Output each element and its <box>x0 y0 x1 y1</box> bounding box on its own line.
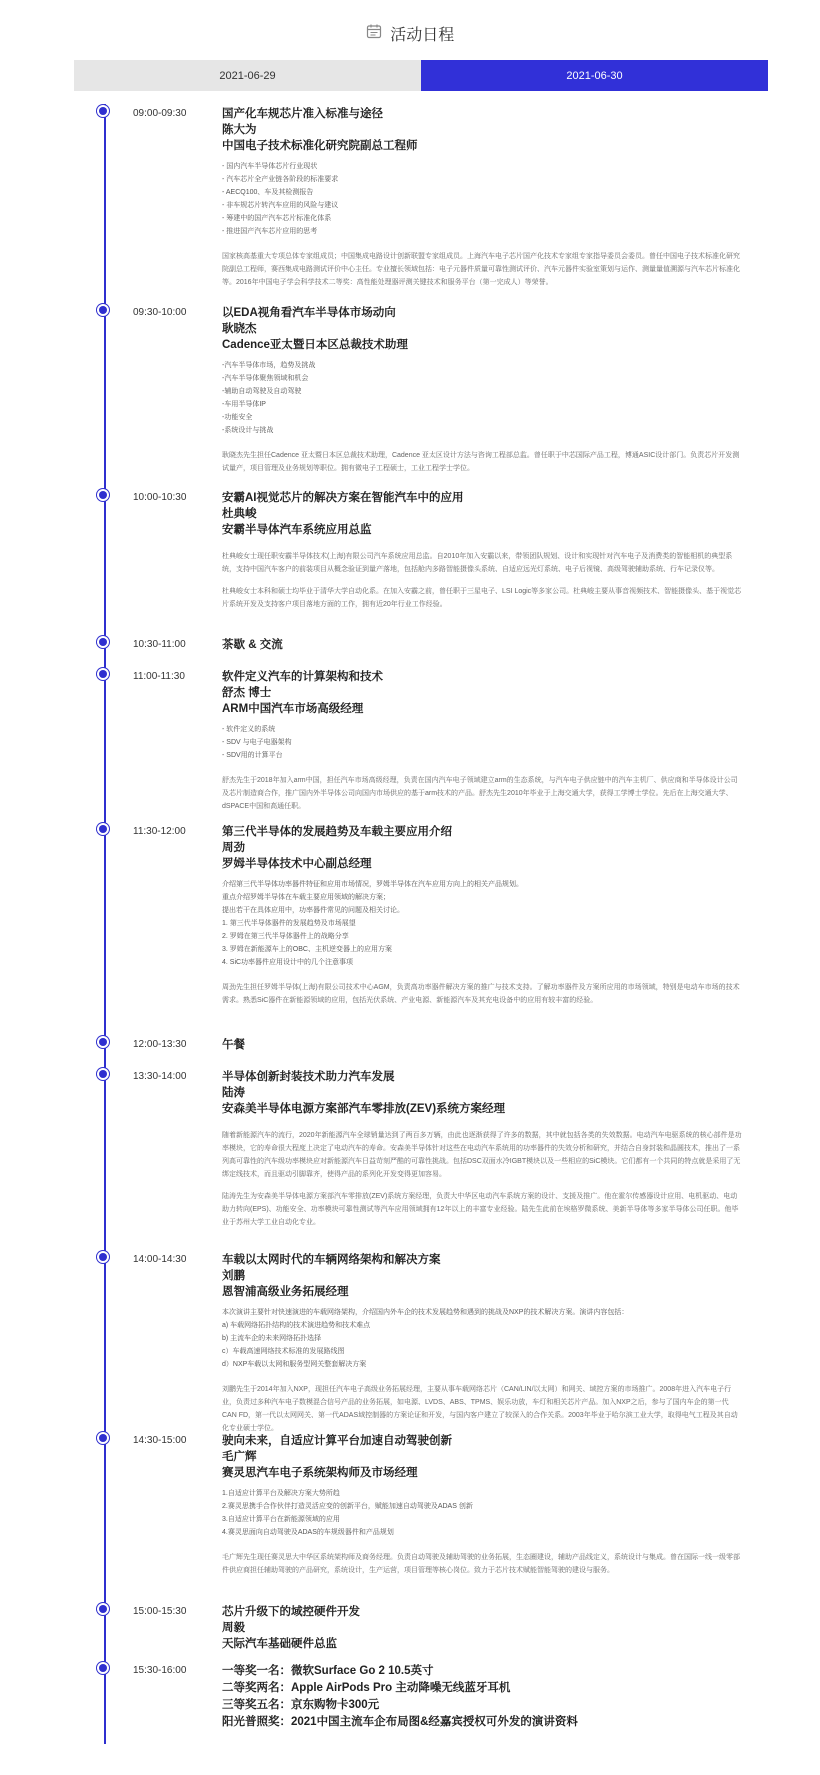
talk-outline <box>222 723 742 762</box>
session-title: 国产化车规芯片准入标准与途径 <box>222 108 383 120</box>
bio-paragraph: 杜典峻女士现任职安霸半导体技术(上海)有限公司汽车系统应用总监。自2010年加入安霸以来，带领团队规划、设计和实现针对汽车电子及消费类的智能相机的典型系统，支持中国汽车客户的前装项目从概念验证到量产落地，包括舱内多路智能摄像头系统、自适应远光灯系统、电子后视镜、高级驾驶辅助系统、行车记录仪等。 <box>222 553 733 573</box>
outline-item: 1. 第三代半导体器件的发展趋势及市场展望 <box>222 920 356 927</box>
speaker-name: 毛广辉 <box>222 1451 257 1463</box>
speaker-bio <box>222 1551 742 1577</box>
outline-item: 4.赛灵思面向自动驾驶及ADAS的车规级器件和产品规划 <box>222 1529 394 1536</box>
outline-item: - 筹建中的国产汽车芯片标准化体系 <box>222 215 332 222</box>
outline-item: - SDV用的计算平台 <box>222 752 283 759</box>
timeline-dot <box>99 306 107 314</box>
talk-outline <box>222 878 742 969</box>
bio-paragraph: 随着新能源汽车的流行，2020年新能源汽车全球销量达到了两百多万辆，由此也逐渐获得了许多的数据，其中就包括各类的失效数据。电动汽车电驱系统的核心部件是功率模块，它的寿命很大程度上决定了电动汽车的寿命。安森美半导体针对这些在电动汽车系统用的功率器件的失效分析和研究，并结合自身封装和晶圆技术，推出了一系列高可靠性的汽车级功率模块应对新能源汽车日益苛刻严酷的可靠性挑战。包括DSC双面水冷IGBT模块以及一些相应的SiC模块。它们都有一个共同的特点就是采用了无绑定线技术，而且驱动引脚靠齐，使得产品的系列化开发变得更加容易。 <box>222 1132 742 1178</box>
speaker-position: 赛灵思汽车电子系统架构师及市场经理 <box>222 1467 418 1479</box>
bio-paragraph: 陆涛先生为安森美半导体电源方案部汽车零排放(ZEV)系统方案经理，负责大中华区电动汽车系统方案的设计、支援及推广。他在霍尔传感器设计应用、电机驱动、电动助力转向(EPS)、功能安全、功率模块可靠性测试等汽车应用领域拥有12年以上的丰富专业经验。陆先生此前在埃格罗微系统、美新半导体等多家半导体公司任职。他毕业于苏州大学工业自动化专业。 <box>222 1193 739 1226</box>
session-title: 驶向未来，自适应计算平台加速自动驾驶创新 <box>222 1435 452 1447</box>
outline-item: - 国内汽车半导体芯片行业现状 <box>222 163 318 170</box>
tab-2021-06-29[interactable]: 2021-06-29 <box>74 60 421 91</box>
session-title: 软件定义汽车的计算架构和技术 <box>222 671 383 683</box>
speaker-name: 耿晓杰 <box>222 323 257 335</box>
outline-item: b) 主流车企的未来网络拓扑选择 <box>222 1335 322 1342</box>
outline-item: -汽车半导体聚焦领域和机会 <box>222 375 309 382</box>
outline-item: 2.赛灵思携手合作伙伴打造灵活应变的创新平台，赋能加速自动驾驶及ADAS 创新 <box>222 1503 473 1510</box>
speaker-name: 刘鹏 <box>222 1270 245 1282</box>
bio-paragraph: 毛广辉先生现任赛灵思大中华区系统架构师及商务经理。负责自动驾驶及辅助驾驶的业务拓展，生态圈建设，辅助产品线定义，系统设计与集成。曾在国际一线一级零部件供应商担任辅助驾驶的产品研究，系统设计，生产运营，项目管理等核心岗位。致力于芯片技术赋能智能驾驶的建设与服务。 <box>222 1554 740 1574</box>
speaker-position: 罗姆半导体技术中心副总经理 <box>222 858 372 870</box>
session-entry <box>222 1663 742 1731</box>
timeline-dot <box>99 1664 107 1672</box>
speaker-name: 周毅 <box>222 1622 245 1634</box>
speaker-position: 天际汽车基础硬件总监 <box>222 1638 337 1650</box>
session-time: 14:00-14:30 <box>133 1254 187 1265</box>
session-title: 茶歇 & 交流 <box>222 639 283 651</box>
outline-item: -系统设计与挑战 <box>222 427 274 434</box>
session-entry <box>222 106 742 298</box>
session-time: 10:30-11:00 <box>133 639 186 650</box>
outline-item: - AECQ100、车及其检测报告 <box>222 189 314 196</box>
timeline-dot <box>99 491 107 499</box>
tab-2021-06-30[interactable]: 2021-06-30 <box>421 60 768 91</box>
timeline-dot <box>99 1253 107 1261</box>
session-entry <box>222 669 742 822</box>
timeline-dot <box>99 1070 107 1078</box>
session-entry <box>222 1252 742 1444</box>
prize-item: 一等奖一名：微软Surface Go 2 10.5英寸 <box>222 1665 434 1677</box>
outline-item: a) 车载网络拓扑结构的技术演进趋势和技术难点 <box>222 1322 371 1329</box>
bio-paragraph: 杜典峻女士本科和硕士均毕业于清华大学自动化系。在加入安霸之前，曾任职于三星电子、LSI Logic等多家公司。杜典峻主要从事音视频技术、智能摄像头、基于视觉芯片系统开发及支持客户项目落地方面的工作，拥有近20年行业工作经验。 <box>222 588 742 608</box>
outline-item: 3.自适应计算平台在新能源领域的应用 <box>222 1516 340 1523</box>
speaker-bio <box>222 774 742 813</box>
outline-item: - 软件定义的系统 <box>222 726 276 733</box>
outline-item: -辅助自动驾驶及自动驾驶 <box>222 388 302 395</box>
session-time: 13:30-14:00 <box>133 1071 187 1082</box>
speaker-bio <box>222 1129 742 1229</box>
outline-item: -汽车半导体市场，趋势及挑战 <box>222 362 316 369</box>
session-title: 第三代半导体的发展趋势及车载主要应用介绍 <box>222 826 452 838</box>
outline-item: 介绍第三代半导体功率器件特征和应用市场情况，罗姆半导体在汽车应用方向上的相关产品规划。 <box>222 881 523 888</box>
outline-item: - 推进国产汽车芯片应用的思考 <box>222 228 318 235</box>
outline-item: 重点介绍罗姆半导体在车载主要应用领域的解决方案； <box>222 894 390 901</box>
session-entry <box>222 490 742 620</box>
page-title: 活动日程 <box>390 27 455 44</box>
session-time: 09:00-09:30 <box>133 108 187 119</box>
calendar-icon <box>366 23 382 44</box>
speaker-name: 陈大为 <box>222 124 257 136</box>
session-time: 15:30-16:00 <box>133 1665 187 1676</box>
outline-item: c）车载高速网络技术标准的发展路线图 <box>222 1348 345 1355</box>
speaker-position: 中国电子技术标准化研究院副总工程师 <box>222 140 418 152</box>
talk-outline <box>222 359 742 437</box>
bio-paragraph: 国家核高基重大专项总体专家组成员；中国集成电路设计创新联盟专家组成员。上海汽车电子芯片国产化技术专家组专家指导委员会委员。曾任中国电子技术标准化研究院副总工程师，赛西集成电路测试评价中心主任。专业擅长领域包括：电子元器件质量可靠性测试评价、汽车元器件实验室策划与运作、测量量值溯源与汽车芯片标准化等。2016年中国电子学会科学技术二等奖：高性能处理器评测关键技术和服务平台（第一完成人）等荣誉。 <box>222 253 740 286</box>
session-title: 车载以太网时代的车辆网络架构和解决方案 <box>222 1254 441 1266</box>
outline-item: -功能安全 <box>222 414 253 421</box>
session-entry <box>222 824 742 1016</box>
talk-outline <box>222 160 742 238</box>
outline-item: 4. SiC功率器件应用设计中的几个注意事项 <box>222 959 354 966</box>
session-title: 午餐 <box>222 1039 245 1051</box>
outline-item: 3. 罗姆在新能源车上的OBC、主机逆变器上的应用方案 <box>222 946 392 953</box>
session-entry <box>222 1037 742 1053</box>
date-tabs <box>74 60 768 91</box>
prize-item: 三等奖五名：京东购物卡300元 <box>222 1699 380 1711</box>
timeline-dot <box>99 638 107 646</box>
speaker-bio <box>222 981 742 1007</box>
session-title: 芯片升级下的域控硬件开发 <box>222 1606 360 1618</box>
talk-outline <box>222 1487 742 1539</box>
outline-item: - SDV 与电子电器架构 <box>222 739 292 746</box>
speaker-position: 安霸半导体汽车系统应用总监 <box>222 524 372 536</box>
outline-item: d）NXP车载以太网和服务型网关整套解决方案 <box>222 1361 367 1368</box>
timeline-dot <box>99 1605 107 1613</box>
outline-item: 2. 罗姆在第三代半导体器件上的战略分享 <box>222 933 349 940</box>
speaker-bio <box>222 250 742 289</box>
talk-outline <box>222 1306 742 1371</box>
timeline-dot <box>99 825 107 833</box>
prize-item: 二等奖两名：Apple AirPods Pro 主动降噪无线蓝牙耳机 <box>222 1682 511 1694</box>
session-entry <box>222 305 742 484</box>
session-entry <box>222 1433 742 1586</box>
speaker-name: 杜典峻 <box>222 508 257 520</box>
session-time: 10:00-10:30 <box>133 492 187 503</box>
outline-item: 1.自适应计算平台及解决方案大势所趋 <box>222 1490 340 1497</box>
speaker-position: 恩智浦高级业务拓展经理 <box>222 1286 349 1298</box>
session-time: 11:30-12:00 <box>133 826 186 837</box>
session-entry <box>222 1069 742 1238</box>
session-time: 11:00-11:30 <box>133 671 185 682</box>
session-title: 半导体创新封装技术助力汽车发展 <box>222 1071 395 1083</box>
speaker-name: 陆涛 <box>222 1087 245 1099</box>
session-title: 安霸AI视觉芯片的解决方案在智能汽车中的应用 <box>222 492 464 504</box>
speaker-name: 周劲 <box>222 842 245 854</box>
speaker-bio <box>222 550 742 611</box>
bio-paragraph: 耿晓杰先生担任Cadence 亚太暨日本区总裁技术助理，Cadence 亚太区设计方法与咨询工程部总监。曾任职于中芯国际产品工程，博通ASIC设计部门。负责芯片开发测试量产，项目管理及业务规划等职位。拥有微电子工程硕士，工业工程学士学位。 <box>222 452 740 472</box>
session-time: 12:00-13:30 <box>133 1039 187 1050</box>
page-header <box>0 22 820 45</box>
session-time: 09:30-10:00 <box>133 307 187 318</box>
session-title: 以EDA视角看汽车半导体市场动向 <box>222 307 396 319</box>
speaker-name: 舒杰 博士 <box>222 687 272 699</box>
speaker-bio <box>222 449 742 475</box>
timeline-dot <box>99 107 107 115</box>
outline-item: - 非车规芯片转汽车应用的风险与建议 <box>222 202 339 209</box>
outline-item: 提出若干在具体应用中，功率器件常见的问题及相关讨论。 <box>222 907 404 914</box>
session-time: 15:00-15:30 <box>133 1606 187 1617</box>
outline-item: 本次演讲主要针对快速演进的车载网络架构，介绍国内外车企的技术发展趋势和遇到的挑战及NXP的技术解决方案。演讲内容包括： <box>222 1309 629 1316</box>
bio-paragraph: 周劲先生担任罗姆半导体(上海)有限公司技术中心AGM，负责高功率器件解决方案的推广与技术支持。了解功率器件及方案所应用的市场领域，特别是电动车市场的技术需求。熟悉SiC器件在新能源领域的应用，包括光伏系统、产业电源、新能源汽车及其充电设备中的应用有较丰富的经验。 <box>222 984 740 1004</box>
speaker-bio <box>222 1383 742 1435</box>
speaker-position: Cadence亚太暨日本区总裁技术助理 <box>222 339 408 351</box>
bio-paragraph: 舒杰先生于2018年加入arm中国，担任汽车市场高级经理，负责在国内汽车电子领域建立arm的生态系统，与汽车电子供应链中的汽车主机厂、供应商和半导体设计公司及芯片制造商合作，推广国内外半导体公司向国内市场供应的基于arm技术的产品。舒杰先生2010年毕业于上海交通大学，获得工学博士学位。先后在上海交通大学、dSPACE中国和高通任职。 <box>222 777 738 810</box>
session-entry <box>222 637 742 653</box>
bio-paragraph: 刘鹏先生于2014年加入NXP，现担任汽车电子高级业务拓展经理，主要从事车载网络芯片（CAN/LIN/以太网）和网关、域控方案的市场推广。2008年进入汽车电子行业，负责过多种汽车电子数模混合信号产品的业务拓展，如电源、LVDS、ABS、TPMS、娱乐功放，车灯和相关芯片产品。加入NXP之后，参与了国内车企的第一代CAN FD，第一代以太网网关、第一代ADAS域控制器的方案论证和开发，与国内客户建立了较深入的合作关系。2003年毕业于哈尔滨工业大学，取得电气工程及其自动化专业硕士学位。 <box>222 1386 738 1432</box>
speaker-position: ARM中国汽车市场高级经理 <box>222 703 364 715</box>
timeline-line <box>104 104 106 1744</box>
outline-item: - 汽车芯片全产业链各阶段的标准要求 <box>222 176 339 183</box>
session-entry <box>222 1604 742 1652</box>
outline-item: -车用半导体IP <box>222 401 266 408</box>
speaker-position: 安森美半导体电源方案部汽车零排放(ZEV)系统方案经理 <box>222 1103 506 1115</box>
timeline-dot <box>99 670 107 678</box>
timeline-dot <box>99 1434 107 1442</box>
timeline-dot <box>99 1038 107 1046</box>
prize-item: 阳光普照奖：2021中国主流车企布局图&经嘉宾授权可外发的演讲资料 <box>222 1716 578 1728</box>
session-time: 14:30-15:00 <box>133 1435 187 1446</box>
